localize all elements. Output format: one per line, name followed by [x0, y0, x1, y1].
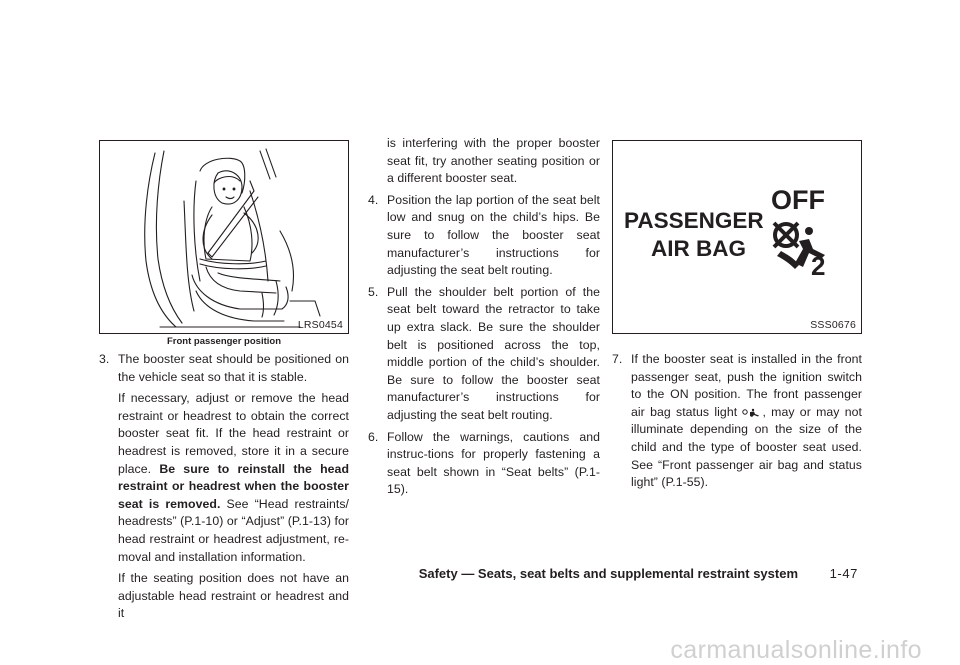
paragraph-text: If necessary, adjust or remove the head restraint or headrest to obtain the correct booster seat fit. If the head restraint or headrest is removed, store it in a secure place. [118, 391, 349, 476]
airbag-status-light-icon [742, 408, 762, 417]
section-title: Safety — Seats, seat belts and supplemental restraint system [418, 566, 798, 581]
item-text-part: If the booster seat is installed in the front passenger seat, push the ignition switch to the ON position. The front passenger air bag status light [631, 352, 862, 419]
list-item-4 [368, 192, 600, 280]
child-in-booster-seat-illustration [100, 141, 347, 332]
item-text: The booster seat should be positioned on the vehicle seat so that it is stable. [118, 352, 349, 384]
item-text: Position the lap portion of the seat belt low and snug on the child’s hips. Be sure to follow the booster seat manufacturer’s instructions for adjusting the seat belt routing. [387, 192, 600, 278]
item-text-part: may or may not illuminate depending on the size of the child and the type of booster seat used. See “Front passenger air bag and status light” (P.1-55). [631, 404, 862, 490]
text-column-2 [368, 135, 600, 499]
figure-caption: Front passenger position [166, 336, 281, 347]
list-item-7 [612, 351, 862, 492]
list-item-3 [99, 351, 349, 623]
sign-two-text: 2 [811, 251, 826, 281]
figure-airbag-status-sign [612, 140, 862, 334]
figure-code: SSS0676 [810, 319, 856, 331]
list-item-5 [368, 284, 600, 425]
paragraph-text: See “Head restraints/ headrests” (P.1-10) or “Adjust” (P.1-13) for head restraint or headrest adjustment, re-moval and installation information. [118, 496, 349, 564]
figure-code: LRS0454 [297, 319, 343, 331]
item-text: Follow the warnings, cautions and instruc-tions for properly fastening a seat belt shown in “Seat belts” (P.1-15). [387, 429, 600, 497]
item-number: 4. [368, 192, 379, 207]
item-text: If the booster seat is installed in the front passenger seat, push the ignition switch to the ON position. The front passenger air bag status light , may or may not illuminate depending on the size of the child and the type of booster seat used. See “Front passenger air bag and status light” (P.1-55). [631, 352, 862, 490]
crossed-circle-icon [774, 223, 798, 247]
text-column-1 [99, 351, 349, 627]
item-text: Pull the shoulder belt portion of the seat belt toward the retractor to take up extra slack. Be sure the shoulder belt is positioned across the top, middle portion of the child’s shoulder. Be sure to follow the booster seat manufacturer’s instructions for adjusting the seat belt routing. [387, 284, 600, 422]
watermark: carmanualsonline.info [670, 636, 922, 664]
item-number: 5. [368, 284, 379, 299]
figure-front-passenger-position [99, 140, 349, 334]
item-number: 6. [368, 429, 379, 444]
page-number: 1-47 [829, 566, 858, 581]
paragraph: If the seating position does not have an adjustable head restraint or headrest and it [118, 571, 349, 621]
list-item-6 [368, 429, 600, 499]
item-number: 7. [612, 352, 623, 366]
bold-warning-text: Be sure to reinstall the head restraint or headrest when the booster seat is removed. [118, 461, 350, 511]
sign-airbag-text: AIR BAG [651, 236, 746, 261]
sign-off-text: OFF [771, 185, 825, 215]
passenger-airbag-off-indicator [613, 141, 860, 332]
text-column-3 [612, 351, 862, 492]
item-number: 3. [99, 352, 110, 366]
sign-passenger-text: PASSENGER [624, 208, 764, 233]
paragraph: is interfering with the proper booster seat fit, try another seating position or a different booster seat. [387, 136, 600, 186]
paragraph [118, 390, 349, 566]
